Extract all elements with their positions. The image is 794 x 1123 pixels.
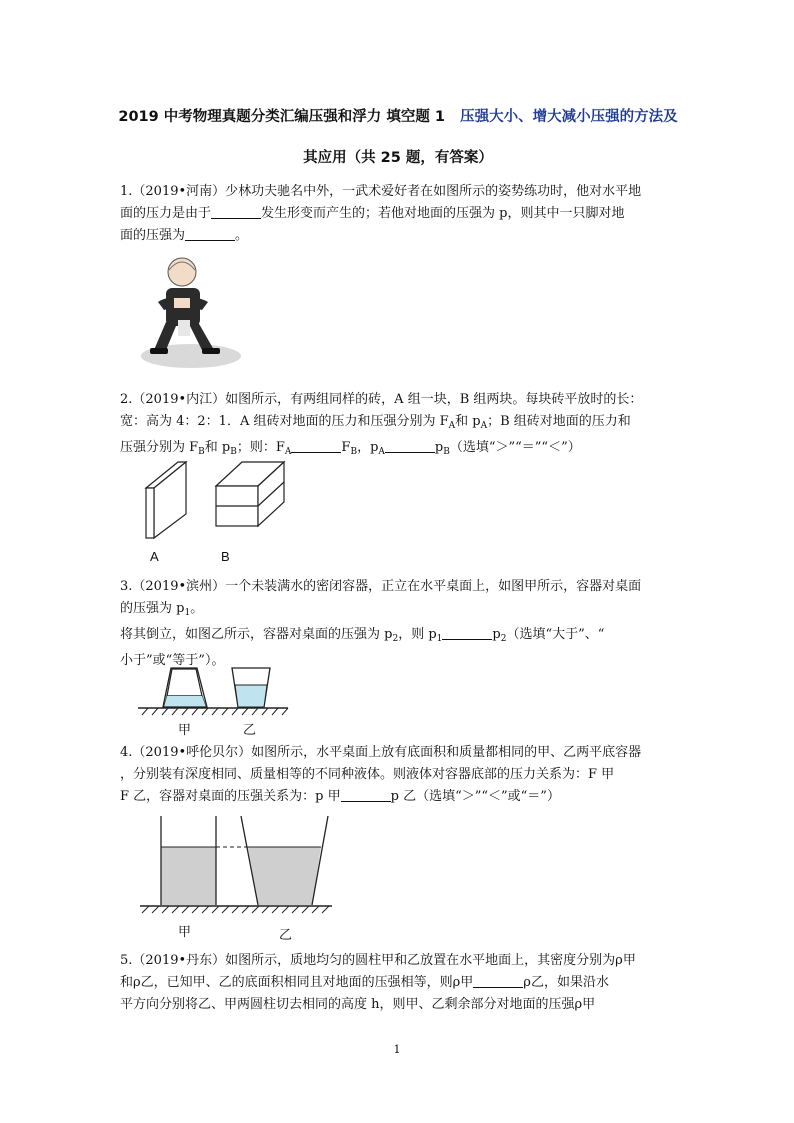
subscript: 1	[184, 608, 191, 618]
question-text: 发生形变而产生的；若他对地面的压强为 p，则其中一只脚对地	[261, 206, 625, 221]
question-source: （2019•河南）	[132, 184, 226, 199]
subscript: 1	[436, 634, 443, 644]
subscript: B	[198, 447, 205, 457]
answer-blank[interactable]	[341, 787, 391, 802]
question-3	[120, 576, 680, 672]
figure-label-yi: 乙	[243, 722, 257, 737]
question-text: 面的压强为	[120, 228, 186, 243]
subscript: A	[284, 447, 292, 457]
question-text: p	[434, 440, 444, 455]
answer-blank[interactable]	[442, 625, 492, 640]
question-text: 。	[235, 228, 249, 243]
question-text: 面的压力是由于	[120, 206, 212, 221]
two-containers-figure	[140, 814, 332, 914]
question-text: 一个未装满水的密闭容器，正立在水平桌面上，如图甲所示，容器对桌面	[225, 579, 642, 594]
question-text: 如图所示，质地均匀的圆柱甲和乙放置在水平地面上，其密度分别为ρ甲	[225, 953, 636, 968]
figure-label-yi: 乙	[279, 927, 293, 942]
answer-blank[interactable]	[385, 438, 435, 453]
question-text: 将其倒立，如图乙所示，容器对桌面的压强为 p	[120, 627, 393, 642]
question-text: p 乙（选填“＞”“＜”或“＝”）	[390, 789, 560, 804]
figure-label-b: B	[221, 549, 230, 564]
page-number: 1	[393, 1043, 401, 1056]
question-text: 宽：高为 4：2：1．A 组砖对地面的压力和压强分别为 F	[120, 414, 449, 429]
subscript: 2	[500, 634, 507, 644]
question-text: ，分别装有深度相同、质量相等的不同种液体。则液体对容器底部的压力关系为：F 甲	[120, 767, 615, 782]
question-text: 少林功夫驰名中外，一武术爱好者在如图所示的姿势练功时，他对水平地	[225, 184, 642, 199]
question-text: 平方向分别将乙、甲两圆柱切去相同的高度 h，则甲、乙剩余部分对地面的压强ρ甲	[120, 997, 596, 1012]
page-subtitle: 其应用（共 25 题，有答案）	[303, 150, 493, 166]
question-source: （2019•丹东）	[132, 953, 226, 968]
subscript: A	[480, 421, 488, 431]
question-text: ；B 组砖对地面的压力和	[487, 414, 631, 429]
question-text: 和 p	[455, 414, 481, 429]
question-source: （2019•滨州）	[132, 579, 226, 594]
container-figure	[138, 663, 290, 717]
question-text: 小于”或“等于”）。	[120, 653, 225, 668]
question-text: ，则 p	[398, 627, 437, 642]
answer-blank[interactable]	[473, 973, 523, 988]
question-text: 的压强为 p	[120, 601, 185, 616]
subscript: 2	[392, 634, 399, 644]
question-text: 压强分别为 F	[120, 440, 199, 455]
bricks-figure	[138, 458, 298, 540]
question-text: 。	[190, 601, 204, 616]
question-source: （2019•内江）	[132, 392, 226, 407]
figure-label-jia: 甲	[178, 722, 192, 737]
figure-label-jia: 甲	[178, 924, 192, 939]
question-text: 如图所示，水平桌面上放有底面积和质量都相同的甲、乙两平底容器	[251, 745, 642, 760]
kungfu-figure	[136, 250, 246, 372]
question-text: （选填“＞”“＝”“＜”）	[449, 440, 581, 455]
question-number: 1.	[120, 184, 133, 199]
subscript: A	[378, 447, 385, 457]
question-text: ，p	[357, 440, 379, 455]
question-text: 如图所示，有两组同样的砖，A 组一块，B 组两块。每块砖平放时的长：	[225, 392, 643, 407]
question-text: ρ乙，如果沿水	[523, 975, 609, 990]
question-2	[120, 389, 680, 463]
question-source: （2019•呼伦贝尔）	[132, 745, 252, 760]
subscript: B	[350, 447, 358, 457]
question-5	[120, 950, 680, 1016]
question-text: ；则：F	[236, 440, 285, 455]
question-1	[120, 181, 680, 247]
title-part2: 压强大小、增大减小压强的方法及	[460, 109, 678, 125]
question-number: 3.	[120, 579, 133, 594]
question-number: 2.	[120, 392, 133, 407]
title-part1: 2019 中考物理真题分类汇编压强和浮力 填空题 1	[118, 109, 445, 125]
subscript: B	[443, 447, 450, 457]
question-text: 和ρ乙，已知甲、乙的底面积相同且对地面的压强相等，则ρ甲	[120, 975, 474, 990]
subscript: A	[448, 421, 456, 431]
question-text: F	[341, 440, 351, 455]
answer-blank[interactable]	[211, 204, 261, 219]
subscript: B	[230, 447, 237, 457]
question-text: 和 p	[204, 440, 231, 455]
question-4	[120, 742, 680, 808]
answer-blank[interactable]	[291, 438, 341, 453]
answer-blank[interactable]	[185, 226, 235, 241]
question-number: 5.	[120, 953, 133, 968]
figure-label-a: A	[150, 549, 159, 564]
question-text: （选填“大于”、“	[506, 627, 605, 642]
question-number: 4.	[120, 745, 133, 760]
question-text: F 乙，容器对桌面的压强关系为：p 甲	[120, 789, 341, 804]
question-text: p	[492, 627, 501, 642]
page-title	[118, 107, 678, 127]
